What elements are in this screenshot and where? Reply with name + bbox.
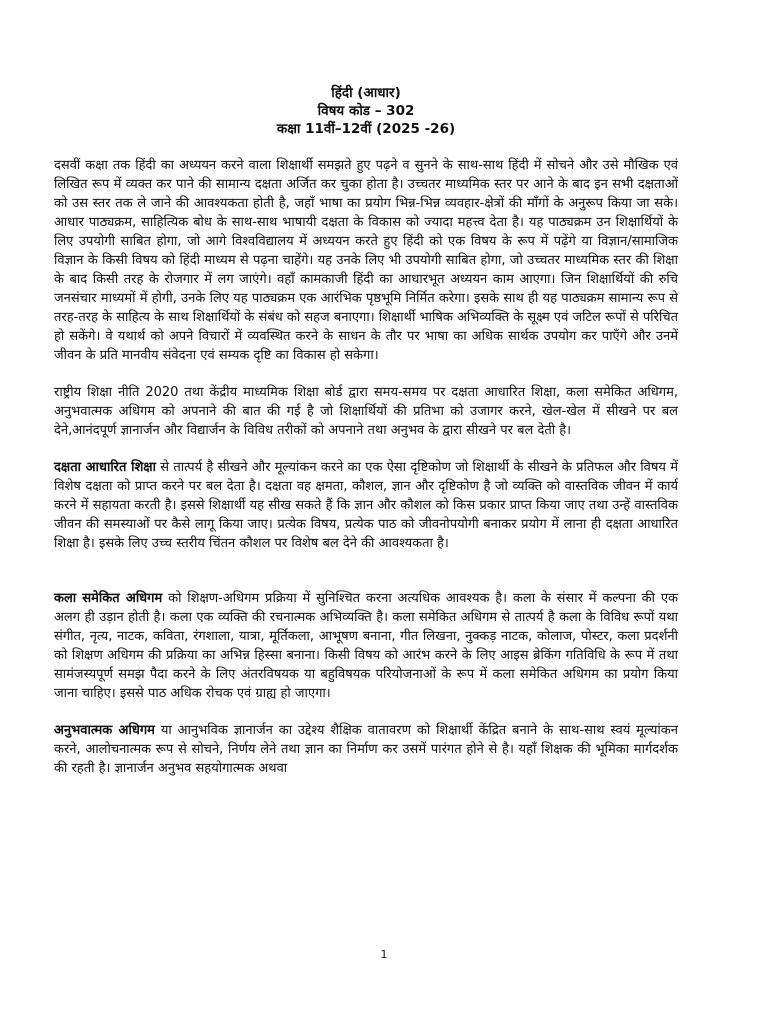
paragraph-art-integrated: [54, 589, 678, 703]
paragraph-text: या आनुभविक ज्ञानार्जन का उद्देश्य शैक्षिक वातावरण को शिक्षार्थी केंद्रित बनाने के साथ-साथ स्वयं मूल्यांकन करने, आलोचनात्मक रूप से सोचने, निर्णय लेने तथा ज्ञान का निर्माण कर उसमें पारंगत होने से है। यहाँ शिक्षक की भूमिका मार्गदर्शक की रहती है। ज्ञानार्जन अनुभव सहयोगात्मक अथवा: [54, 723, 678, 776]
paragraph-text: को शिक्षण-अधिगम प्रक्रिया में सुनिश्चित करना अत्यधिक आवश्यक है। कला के संसार में कल्पना की एक अलग ही उड़ान होती है। कला एक व्यक्ति की रचनात्मक अभिव्यक्ति है। कला समेकित अधिगम से तात्पर्य है कला के विविध रूपों यथा संगीत, नृत्य, नाटक, कविता, रंगशाला, यात्रा, मूर्तिकला, आभूषण बनाना, गीत लिखना, नुक्कड़ नाटक, कोलाज, पोस्टर, कला प्रदर्शनी को शिक्षण अधिगम की प्रक्रिया का अभिन्न हिस्सा बनाना। किसी विषय को आरंभ करने के लिए आइस ब्रेकिंग गतिविधि के रूप में तथा सामंजस्यपूर्ण समझ पैदा करने के लिए अंतरविषयक या बहुविषयक परियोजनाओं के रूप में कला समेकित अधिगम का प्रयोग किया जाना चाहिए। इससे पाठ अधिक रोचक एवं ग्राह्य हो जाएगा।: [54, 591, 678, 701]
document-page: [54, 84, 678, 796]
title-class-session: कक्षा 11वीं–12वीं (2025 -26): [276, 121, 456, 137]
paragraph-lead-term: दक्षता आधारित शिक्षा: [54, 460, 156, 475]
title-subject-code: विषय कोड – 302: [317, 103, 415, 119]
paragraph-lead-term: अनुभवात्मक अधिगम: [54, 723, 155, 738]
paragraph-text: से तात्पर्य है सीखने और मूल्यांकन करने का एक ऐसा दृष्टिकोण जो शिक्षार्थी के सीखने के प्रतिफल और विषय में विशेष दक्षता को प्राप्त करने पर बल देता है। दक्षता वह क्षमता, कौशल, ज्ञान और दृष्टिकोण है जो व्यक्ति को वास्तविक जीवन में कार्य करने में सहायता करती है। इससे शिक्षार्थी यह सीख सकते हैं कि ज्ञान और कौशल को किस प्रकार प्राप्त किया जाए तथा उन्हें वास्तविक जीवन की समस्याओं पर कैसे लागू किया जाए। प्रत्येक विषय, प्रत्येक पाठ को जीवनोपयोगी बनाकर प्रयोग में लाना ही दक्षता आधारित शिक्षा है। इसके लिए उच्च स्तरीय चिंतन कौशल पर विशेष बल देने की आवश्यकता है।: [54, 460, 678, 551]
paragraph-intro: [54, 156, 678, 365]
document-title: [54, 84, 678, 138]
paragraph-lead-term: कला समेकित अधिगम: [54, 591, 163, 606]
page-number: 1: [380, 948, 388, 961]
paragraph-experiential: [54, 721, 678, 778]
paragraph-competency-based: [54, 458, 678, 553]
title-subject: हिंदी (आधार): [331, 85, 401, 101]
paragraph-text: राष्ट्रीय शिक्षा नीति 2020 तथा केंद्रीय माध्यमिक शिक्षा बोर्ड द्वारा समय-समय पर दक्षता आधारित शिक्षा, कला समेकित अधिगम, अनुभवात्मक अधिगम को अपनाने की बात की गई है जो शिक्षार्थियों की प्रतिभा को उजागर करने, खेल-खेल में सीखने पर बल देने,आनंदपूर्ण ज्ञानार्जन और विद्यार्जन के विविध तरीकों को अपनाने तथा अनुभव के द्वारा सीखने पर बल देती है।: [54, 385, 678, 438]
paragraph-nep: [54, 383, 678, 440]
paragraph-text: दसवीं कक्षा तक हिंदी का अध्ययन करने वाला शिक्षार्थी समझते हुए पढ़ने व सुनने के साथ-साथ हिंदी में सोचने और उसे मौखिक एवं लिखित रूप में व्यक्त कर पाने की सामान्य दक्षता अर्जित कर चुका होता है। उच्चतर माध्यमिक स्तर पर आने के बाद इन सभी दक्षताओं को उस स्तर तक ले जाने की आवश्यकता होती है, जहाँ भाषा का प्रयोग भिन्न-भिन्न व्यवहार-क्षेत्रों की माँगों के अनुरूप किया जा सके। आधार पाठ्यक्रम, साहित्यिक बोध के साथ-साथ भाषायी दक्षता के विकास को ज्यादा महत्त्व देता है। यह पाठ्यक्रम उन शिक्षार्थियों के लिए उपयोगी साबित होगा, जो आगे विश्वविद्यालय में अध्ययन करते हुए हिंदी को एक विषय के रूप में पढ़ेंगे या विज्ञान/सामाजिक विज्ञान के किसी विषय को हिंदी माध्यम से पढ़ना चाहेंगे। यह उनके लिए भी उपयोगी साबित होगा, जो उच्चतर माध्यमिक स्तर की शिक्षा के बाद किसी तरह के रोजगार में लग जाएंगे। वहाँ कामकाजी हिंदी का आधारभूत अध्ययन काम आएगा। जिन शिक्षार्थियों की रुचि जनसंचार माध्यमों में होगी, उनके लिए यह पाठ्यक्रम एक आरंभिक पृष्ठभूमि निर्मित करेगा। इसके साथ ही यह पाठ्यक्रम सामान्य रूप से तरह-तरह के साहित्य के साथ शिक्षार्थियों के संबंध को सहज बनाएगा। शिक्षार्थी भाषिक अभिव्यक्ति के सूक्ष्म एवं जटिल रूपों से परिचित हो सकेंगे। वे यथार्थ को अपने विचारों में व्यवस्थित करने के साधन के तौर पर भाषा का अधिक सार्थक उपयोग कर पाएँगे और उनमें जीवन के प्रति मानवीय संवेदना एवं सम्यक दृष्टि का विकास हो सकेगा।: [54, 158, 678, 363]
